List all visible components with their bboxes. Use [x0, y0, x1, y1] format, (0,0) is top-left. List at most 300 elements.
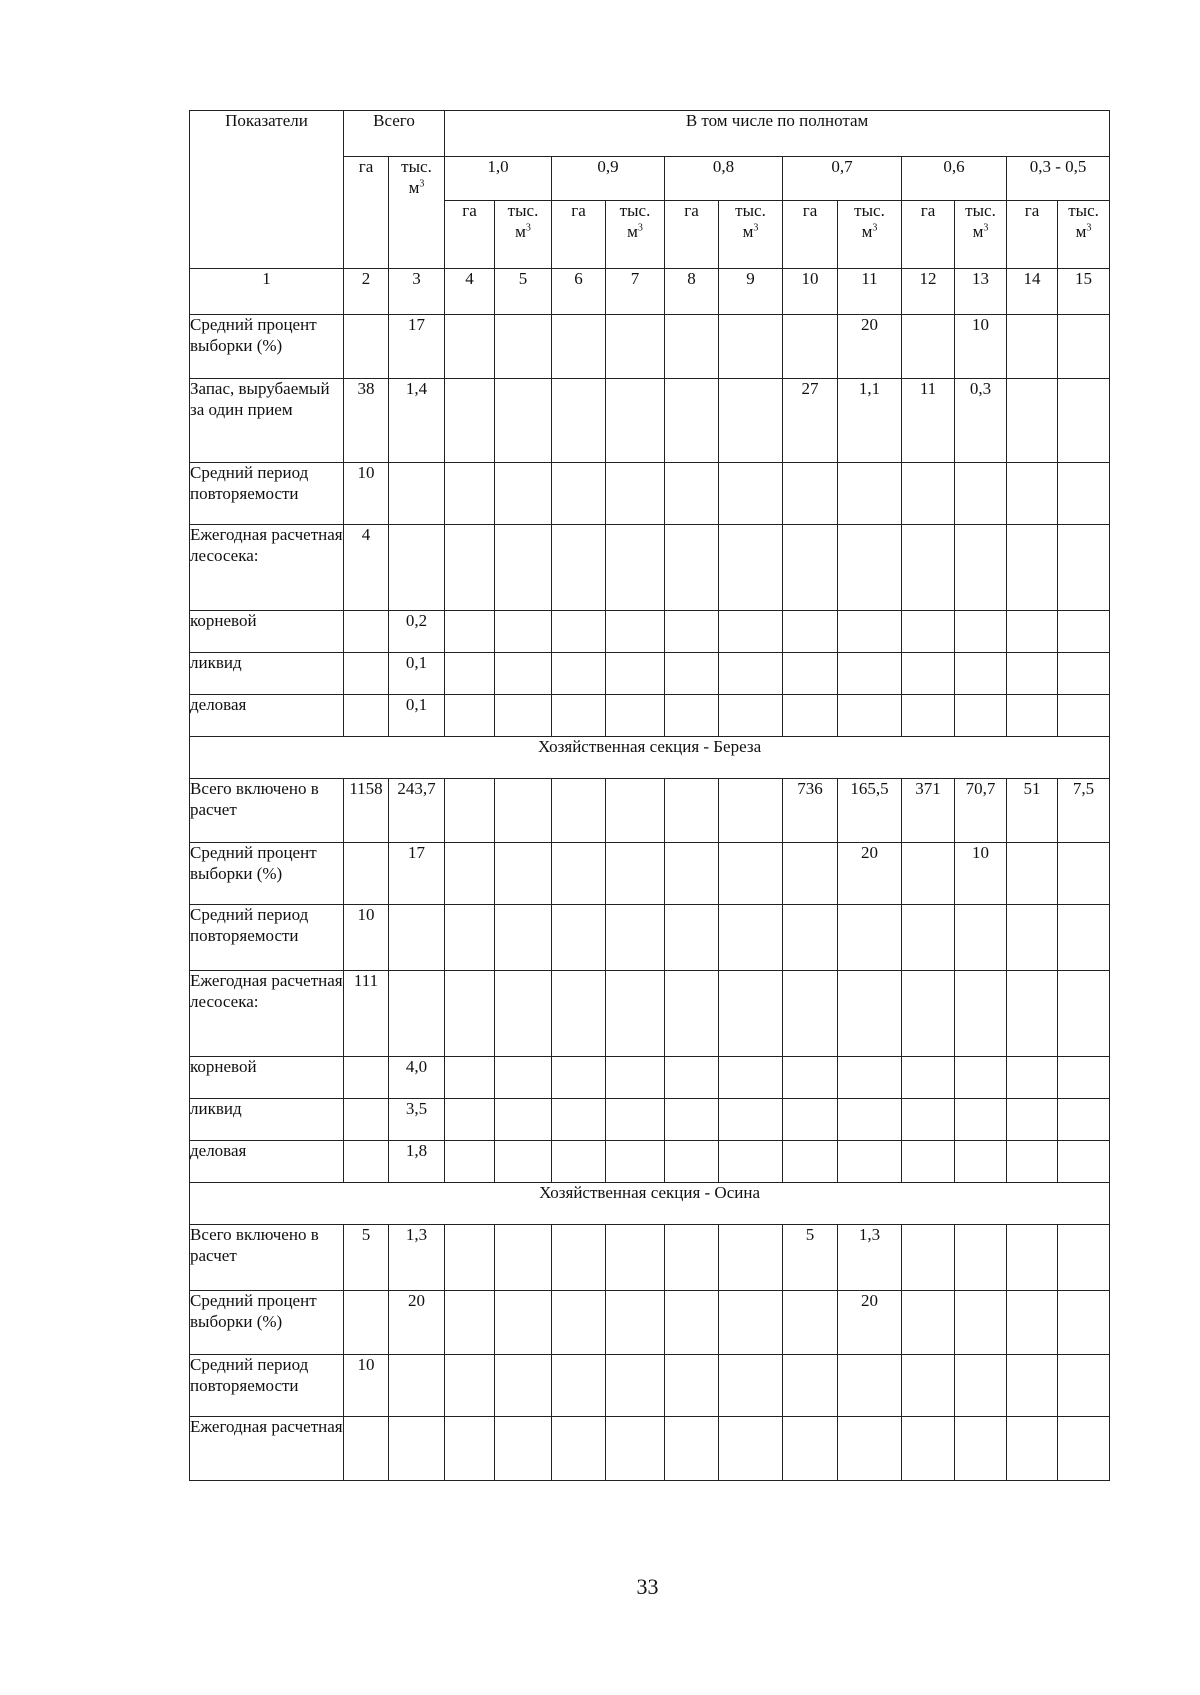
- header-density-0-6: 0,6: [902, 157, 1007, 201]
- section-title: Хозяйственная секция - Осина: [190, 1183, 1110, 1225]
- table-cell: 20: [838, 1291, 902, 1355]
- table-cell: [552, 905, 606, 971]
- table-cell: [665, 653, 719, 695]
- table-cell: [838, 1141, 902, 1183]
- table-cell: [955, 1141, 1007, 1183]
- table-cell: [665, 1099, 719, 1141]
- table-cell: [1007, 1355, 1058, 1417]
- table-cell: [838, 463, 902, 525]
- table-cell: [606, 905, 665, 971]
- header-density-0-8: 0,8: [665, 157, 783, 201]
- table-cell: [495, 971, 552, 1057]
- table-cell: [1058, 315, 1110, 379]
- table-cell: [445, 1225, 495, 1291]
- table-cell: [665, 1355, 719, 1417]
- table-cell: [344, 1141, 389, 1183]
- table-cell: 371: [902, 779, 955, 843]
- table-cell: [902, 315, 955, 379]
- table-cell: [606, 653, 665, 695]
- table-cell: [344, 1099, 389, 1141]
- table-row: [190, 463, 1110, 525]
- table-cell: [665, 1225, 719, 1291]
- table-cell: [344, 315, 389, 379]
- table-cell: [838, 1057, 902, 1099]
- table-cell: [665, 695, 719, 737]
- table-cell: [606, 525, 665, 611]
- table-cell: [902, 905, 955, 971]
- sub-header-ha: га: [902, 201, 955, 269]
- table-cell: 17: [389, 843, 445, 905]
- table-cell: [955, 1225, 1007, 1291]
- section-row: [190, 737, 1110, 779]
- table-cell: [902, 463, 955, 525]
- table-cell: [719, 379, 783, 463]
- table-cell: 111: [344, 971, 389, 1057]
- table-cell: [665, 1417, 719, 1481]
- row-label: Средний процент выборки (%): [190, 843, 344, 905]
- table-cell: [665, 525, 719, 611]
- table-cell: [1007, 611, 1058, 653]
- table-cell: [606, 1225, 665, 1291]
- table-cell: [783, 463, 838, 525]
- table-cell: [719, 1417, 783, 1481]
- table-cell: 1,3: [838, 1225, 902, 1291]
- table-cell: [1007, 695, 1058, 737]
- column-number: 12: [902, 269, 955, 315]
- table-cell: [719, 315, 783, 379]
- table-cell: [445, 843, 495, 905]
- table-cell: [902, 695, 955, 737]
- table-cell: [344, 653, 389, 695]
- table-row: [190, 525, 1110, 611]
- table-cell: [665, 843, 719, 905]
- table-cell: [495, 1225, 552, 1291]
- table-cell: 0,1: [389, 653, 445, 695]
- table-row: [190, 971, 1110, 1057]
- table-cell: [495, 1355, 552, 1417]
- table-cell: 5: [783, 1225, 838, 1291]
- table-cell: [955, 653, 1007, 695]
- table-cell: [1007, 1099, 1058, 1141]
- table-cell: [1058, 463, 1110, 525]
- header-total-thous-m3: тыс. $м^3$: [389, 157, 445, 269]
- table-row: [190, 779, 1110, 843]
- header-density-0-9: 0,9: [552, 157, 665, 201]
- table-cell: [495, 1141, 552, 1183]
- page-number: 33: [636, 1574, 659, 1599]
- table-cell: [552, 525, 606, 611]
- table-cell: [606, 695, 665, 737]
- table-cell: 1158: [344, 779, 389, 843]
- table-cell: [552, 1417, 606, 1481]
- row-label: корневой: [190, 1057, 344, 1099]
- row-label: Средний период повторяемости: [190, 463, 344, 525]
- table-cell: [955, 1291, 1007, 1355]
- table-cell: [1058, 611, 1110, 653]
- table-cell: 51: [1007, 779, 1058, 843]
- table-cell: [389, 525, 445, 611]
- table-cell: [495, 611, 552, 653]
- table-cell: [552, 1141, 606, 1183]
- table-cell: [902, 843, 955, 905]
- table-row: [190, 315, 1110, 379]
- table-cell: 0,3: [955, 379, 1007, 463]
- table-cell: [719, 779, 783, 843]
- table-cell: [1058, 905, 1110, 971]
- table-cell: [1058, 1225, 1110, 1291]
- row-label: Всего включено в расчет: [190, 779, 344, 843]
- table-row: [190, 1225, 1110, 1291]
- table-cell: [552, 1099, 606, 1141]
- table-cell: [719, 843, 783, 905]
- table-cell: [445, 1141, 495, 1183]
- row-label: деловая: [190, 1141, 344, 1183]
- table-cell: 1,3: [389, 1225, 445, 1291]
- table-cell: [445, 695, 495, 737]
- table-cell: [552, 611, 606, 653]
- table-row: [190, 379, 1110, 463]
- table-cell: [955, 611, 1007, 653]
- table-cell: [1058, 1099, 1110, 1141]
- table-cell: 70,7: [955, 779, 1007, 843]
- table-cell: [955, 525, 1007, 611]
- sub-header-ha: га: [552, 201, 606, 269]
- table-cell: [552, 971, 606, 1057]
- table-cell: [1058, 1057, 1110, 1099]
- table-cell: 38: [344, 379, 389, 463]
- table-cell: [495, 905, 552, 971]
- table-cell: [1007, 379, 1058, 463]
- table-cell: [495, 1417, 552, 1481]
- table-cell: [445, 653, 495, 695]
- table-cell: [344, 1291, 389, 1355]
- table-cell: [1007, 1417, 1058, 1481]
- table-cell: [955, 1417, 1007, 1481]
- table-cell: [495, 379, 552, 463]
- table-cell: [719, 971, 783, 1057]
- table-cell: [1058, 1355, 1110, 1417]
- table-cell: [902, 1417, 955, 1481]
- column-number-row: [190, 269, 1110, 315]
- sub-header-thous-m3: тыс. $м^3$: [838, 201, 902, 269]
- table-cell: [665, 779, 719, 843]
- table-cell: 10: [344, 905, 389, 971]
- table-cell: [783, 315, 838, 379]
- table-cell: [783, 843, 838, 905]
- table-cell: [783, 611, 838, 653]
- column-number: 4: [445, 269, 495, 315]
- sub-header-thous-m3: тыс. $м^3$: [719, 201, 783, 269]
- table-cell: [1058, 1141, 1110, 1183]
- table-cell: [552, 1291, 606, 1355]
- column-number: 6: [552, 269, 606, 315]
- table-cell: [389, 971, 445, 1057]
- table-cell: [719, 463, 783, 525]
- table-cell: [1058, 1417, 1110, 1481]
- table-cell: [719, 653, 783, 695]
- table-cell: [389, 1355, 445, 1417]
- table-cell: [389, 1417, 445, 1481]
- table-cell: [838, 971, 902, 1057]
- table-cell: 10: [955, 315, 1007, 379]
- row-label: Запас, вырубаемый за один прием: [190, 379, 344, 463]
- table-cell: [665, 1057, 719, 1099]
- table-cell: [445, 1355, 495, 1417]
- table-cell: [665, 379, 719, 463]
- table-cell: [445, 463, 495, 525]
- section-row: [190, 1183, 1110, 1225]
- table-cell: [1058, 971, 1110, 1057]
- table-cell: [606, 1141, 665, 1183]
- table-cell: [1007, 525, 1058, 611]
- table-cell: [552, 1355, 606, 1417]
- table-row: [190, 1057, 1110, 1099]
- table-cell: 20: [838, 843, 902, 905]
- table-cell: [606, 843, 665, 905]
- table-cell: 17: [389, 315, 445, 379]
- table-cell: [344, 695, 389, 737]
- table-cell: [719, 1141, 783, 1183]
- table-cell: [902, 1057, 955, 1099]
- table-cell: 11: [902, 379, 955, 463]
- table-cell: [552, 1225, 606, 1291]
- table-cell: [606, 779, 665, 843]
- table-cell: 10: [344, 1355, 389, 1417]
- table-row: [190, 653, 1110, 695]
- table-cell: [495, 653, 552, 695]
- sub-header-ha: га: [445, 201, 495, 269]
- table-cell: 165,5: [838, 779, 902, 843]
- table-cell: [719, 611, 783, 653]
- table-cell: [955, 905, 1007, 971]
- table-cell: [719, 1225, 783, 1291]
- table-cell: [838, 1355, 902, 1417]
- header-density-1-0: 1,0: [445, 157, 552, 201]
- column-number: 14: [1007, 269, 1058, 315]
- table-cell: 5: [344, 1225, 389, 1291]
- table-cell: [1007, 315, 1058, 379]
- table-cell: [838, 611, 902, 653]
- table-cell: [606, 1291, 665, 1355]
- table-cell: [1007, 1141, 1058, 1183]
- column-number: 3: [389, 269, 445, 315]
- table-cell: [606, 1099, 665, 1141]
- table-row: [190, 1291, 1110, 1355]
- table-cell: [902, 1141, 955, 1183]
- column-number: 1: [190, 269, 344, 315]
- table-cell: [1058, 843, 1110, 905]
- table-cell: [783, 1057, 838, 1099]
- table-cell: [445, 315, 495, 379]
- table-cell: [552, 1057, 606, 1099]
- column-number: 10: [783, 269, 838, 315]
- table-cell: [955, 695, 1007, 737]
- table-cell: [665, 463, 719, 525]
- table-cell: [1007, 1057, 1058, 1099]
- table-cell: [1007, 463, 1058, 525]
- table-cell: [902, 525, 955, 611]
- table-cell: 243,7: [389, 779, 445, 843]
- table-cell: [495, 315, 552, 379]
- table-cell: [495, 695, 552, 737]
- row-label: Всего включено в расчет: [190, 1225, 344, 1291]
- table-row: [190, 1141, 1110, 1183]
- table-cell: 1,8: [389, 1141, 445, 1183]
- table-cell: [606, 971, 665, 1057]
- table-cell: 0,1: [389, 695, 445, 737]
- table-cell: [955, 1099, 1007, 1141]
- table-cell: [495, 463, 552, 525]
- table-cell: [1007, 1225, 1058, 1291]
- sub-header-ha: га: [1007, 201, 1058, 269]
- table-cell: [389, 463, 445, 525]
- table-cell: [902, 611, 955, 653]
- table-cell: 1,1: [838, 379, 902, 463]
- column-number: 5: [495, 269, 552, 315]
- table-cell: [902, 971, 955, 1057]
- table-cell: [665, 611, 719, 653]
- table-cell: [389, 905, 445, 971]
- table-cell: 4: [344, 525, 389, 611]
- row-label: Ежегодная расчетная: [190, 1417, 344, 1481]
- table-cell: [719, 1291, 783, 1355]
- table-cell: [902, 1099, 955, 1141]
- table-cell: [445, 1099, 495, 1141]
- table-cell: [344, 843, 389, 905]
- table-cell: [445, 525, 495, 611]
- table-cell: [783, 1291, 838, 1355]
- table-cell: [783, 695, 838, 737]
- table-cell: [552, 315, 606, 379]
- table-cell: [344, 1057, 389, 1099]
- row-label: Ежегодная расчетная лесосека:: [190, 525, 344, 611]
- table-cell: [552, 695, 606, 737]
- table-cell: [719, 1057, 783, 1099]
- table-row: [190, 843, 1110, 905]
- table-cell: [445, 1291, 495, 1355]
- table-cell: [783, 1417, 838, 1481]
- table-cell: [665, 1141, 719, 1183]
- table-cell: [1007, 843, 1058, 905]
- row-label: Ежегодная расчетная лесосека:: [190, 971, 344, 1057]
- table-cell: [606, 379, 665, 463]
- row-label: Средний период повторяемости: [190, 1355, 344, 1417]
- column-number: 11: [838, 269, 902, 315]
- sub-header-ha: га: [665, 201, 719, 269]
- header-density-0-3-0-5: 0,3 - 0,5: [1007, 157, 1110, 201]
- table-cell: [552, 843, 606, 905]
- table-cell: [495, 525, 552, 611]
- table-cell: [1058, 525, 1110, 611]
- table-cell: 10: [955, 843, 1007, 905]
- table-cell: [838, 905, 902, 971]
- table-cell: 1,4: [389, 379, 445, 463]
- table-cell: 0,2: [389, 611, 445, 653]
- table-cell: [1007, 905, 1058, 971]
- table-cell: [1058, 653, 1110, 695]
- table-cell: [445, 379, 495, 463]
- table-cell: [552, 379, 606, 463]
- table-cell: [955, 1355, 1007, 1417]
- table-cell: [955, 463, 1007, 525]
- table-row: [190, 905, 1110, 971]
- table-cell: [783, 1355, 838, 1417]
- column-number: 15: [1058, 269, 1110, 315]
- section-title: Хозяйственная секция - Береза: [190, 737, 1110, 779]
- table-row: [190, 611, 1110, 653]
- table-cell: [783, 525, 838, 611]
- table-cell: [719, 1355, 783, 1417]
- header-total-ha: га: [344, 157, 389, 269]
- table-cell: [1007, 653, 1058, 695]
- table-cell: 20: [389, 1291, 445, 1355]
- table-cell: [445, 611, 495, 653]
- table-cell: [665, 1291, 719, 1355]
- table-cell: [838, 695, 902, 737]
- table-cell: 27: [783, 379, 838, 463]
- row-label: ликвид: [190, 653, 344, 695]
- table-cell: [495, 843, 552, 905]
- header-by-density: В том числе по полнотам: [445, 111, 1110, 157]
- sub-header-thous-m3: тыс. $м^3$: [955, 201, 1007, 269]
- table-cell: [783, 653, 838, 695]
- column-number: 13: [955, 269, 1007, 315]
- table-cell: [955, 1057, 1007, 1099]
- table-cell: [902, 1291, 955, 1355]
- column-number: 7: [606, 269, 665, 315]
- table-cell: 20: [838, 315, 902, 379]
- table-row: [190, 695, 1110, 737]
- sub-header-thous-m3: тыс. $м^3$: [495, 201, 552, 269]
- table-cell: [665, 971, 719, 1057]
- table-cell: [344, 611, 389, 653]
- table-row: [190, 1099, 1110, 1141]
- table-cell: [1007, 1291, 1058, 1355]
- table-cell: [783, 905, 838, 971]
- table-cell: [445, 905, 495, 971]
- table-cell: [719, 905, 783, 971]
- column-number: 9: [719, 269, 783, 315]
- row-label: Средний процент выборки (%): [190, 1291, 344, 1355]
- column-number: 8: [665, 269, 719, 315]
- table-cell: [606, 1417, 665, 1481]
- cutting-area-table: [189, 110, 1110, 1481]
- table-cell: [1058, 379, 1110, 463]
- table-row: [190, 1355, 1110, 1417]
- table-cell: [902, 653, 955, 695]
- table-cell: [1007, 971, 1058, 1057]
- table-cell: [783, 1099, 838, 1141]
- table-cell: 4,0: [389, 1057, 445, 1099]
- table-cell: [606, 463, 665, 525]
- header-density-0-7: 0,7: [783, 157, 902, 201]
- table-row: [190, 1417, 1110, 1481]
- table-cell: [606, 1355, 665, 1417]
- table-cell: [1058, 695, 1110, 737]
- row-label: ликвид: [190, 1099, 344, 1141]
- row-label: Средний период повторяемости: [190, 905, 344, 971]
- table-cell: [838, 1417, 902, 1481]
- table-cell: [552, 463, 606, 525]
- table-cell: [1058, 1291, 1110, 1355]
- column-number: 2: [344, 269, 389, 315]
- table-cell: [783, 1141, 838, 1183]
- table-cell: [495, 1099, 552, 1141]
- table-cell: [606, 1057, 665, 1099]
- table-cell: [665, 315, 719, 379]
- table-cell: [495, 1291, 552, 1355]
- table-cell: [955, 971, 1007, 1057]
